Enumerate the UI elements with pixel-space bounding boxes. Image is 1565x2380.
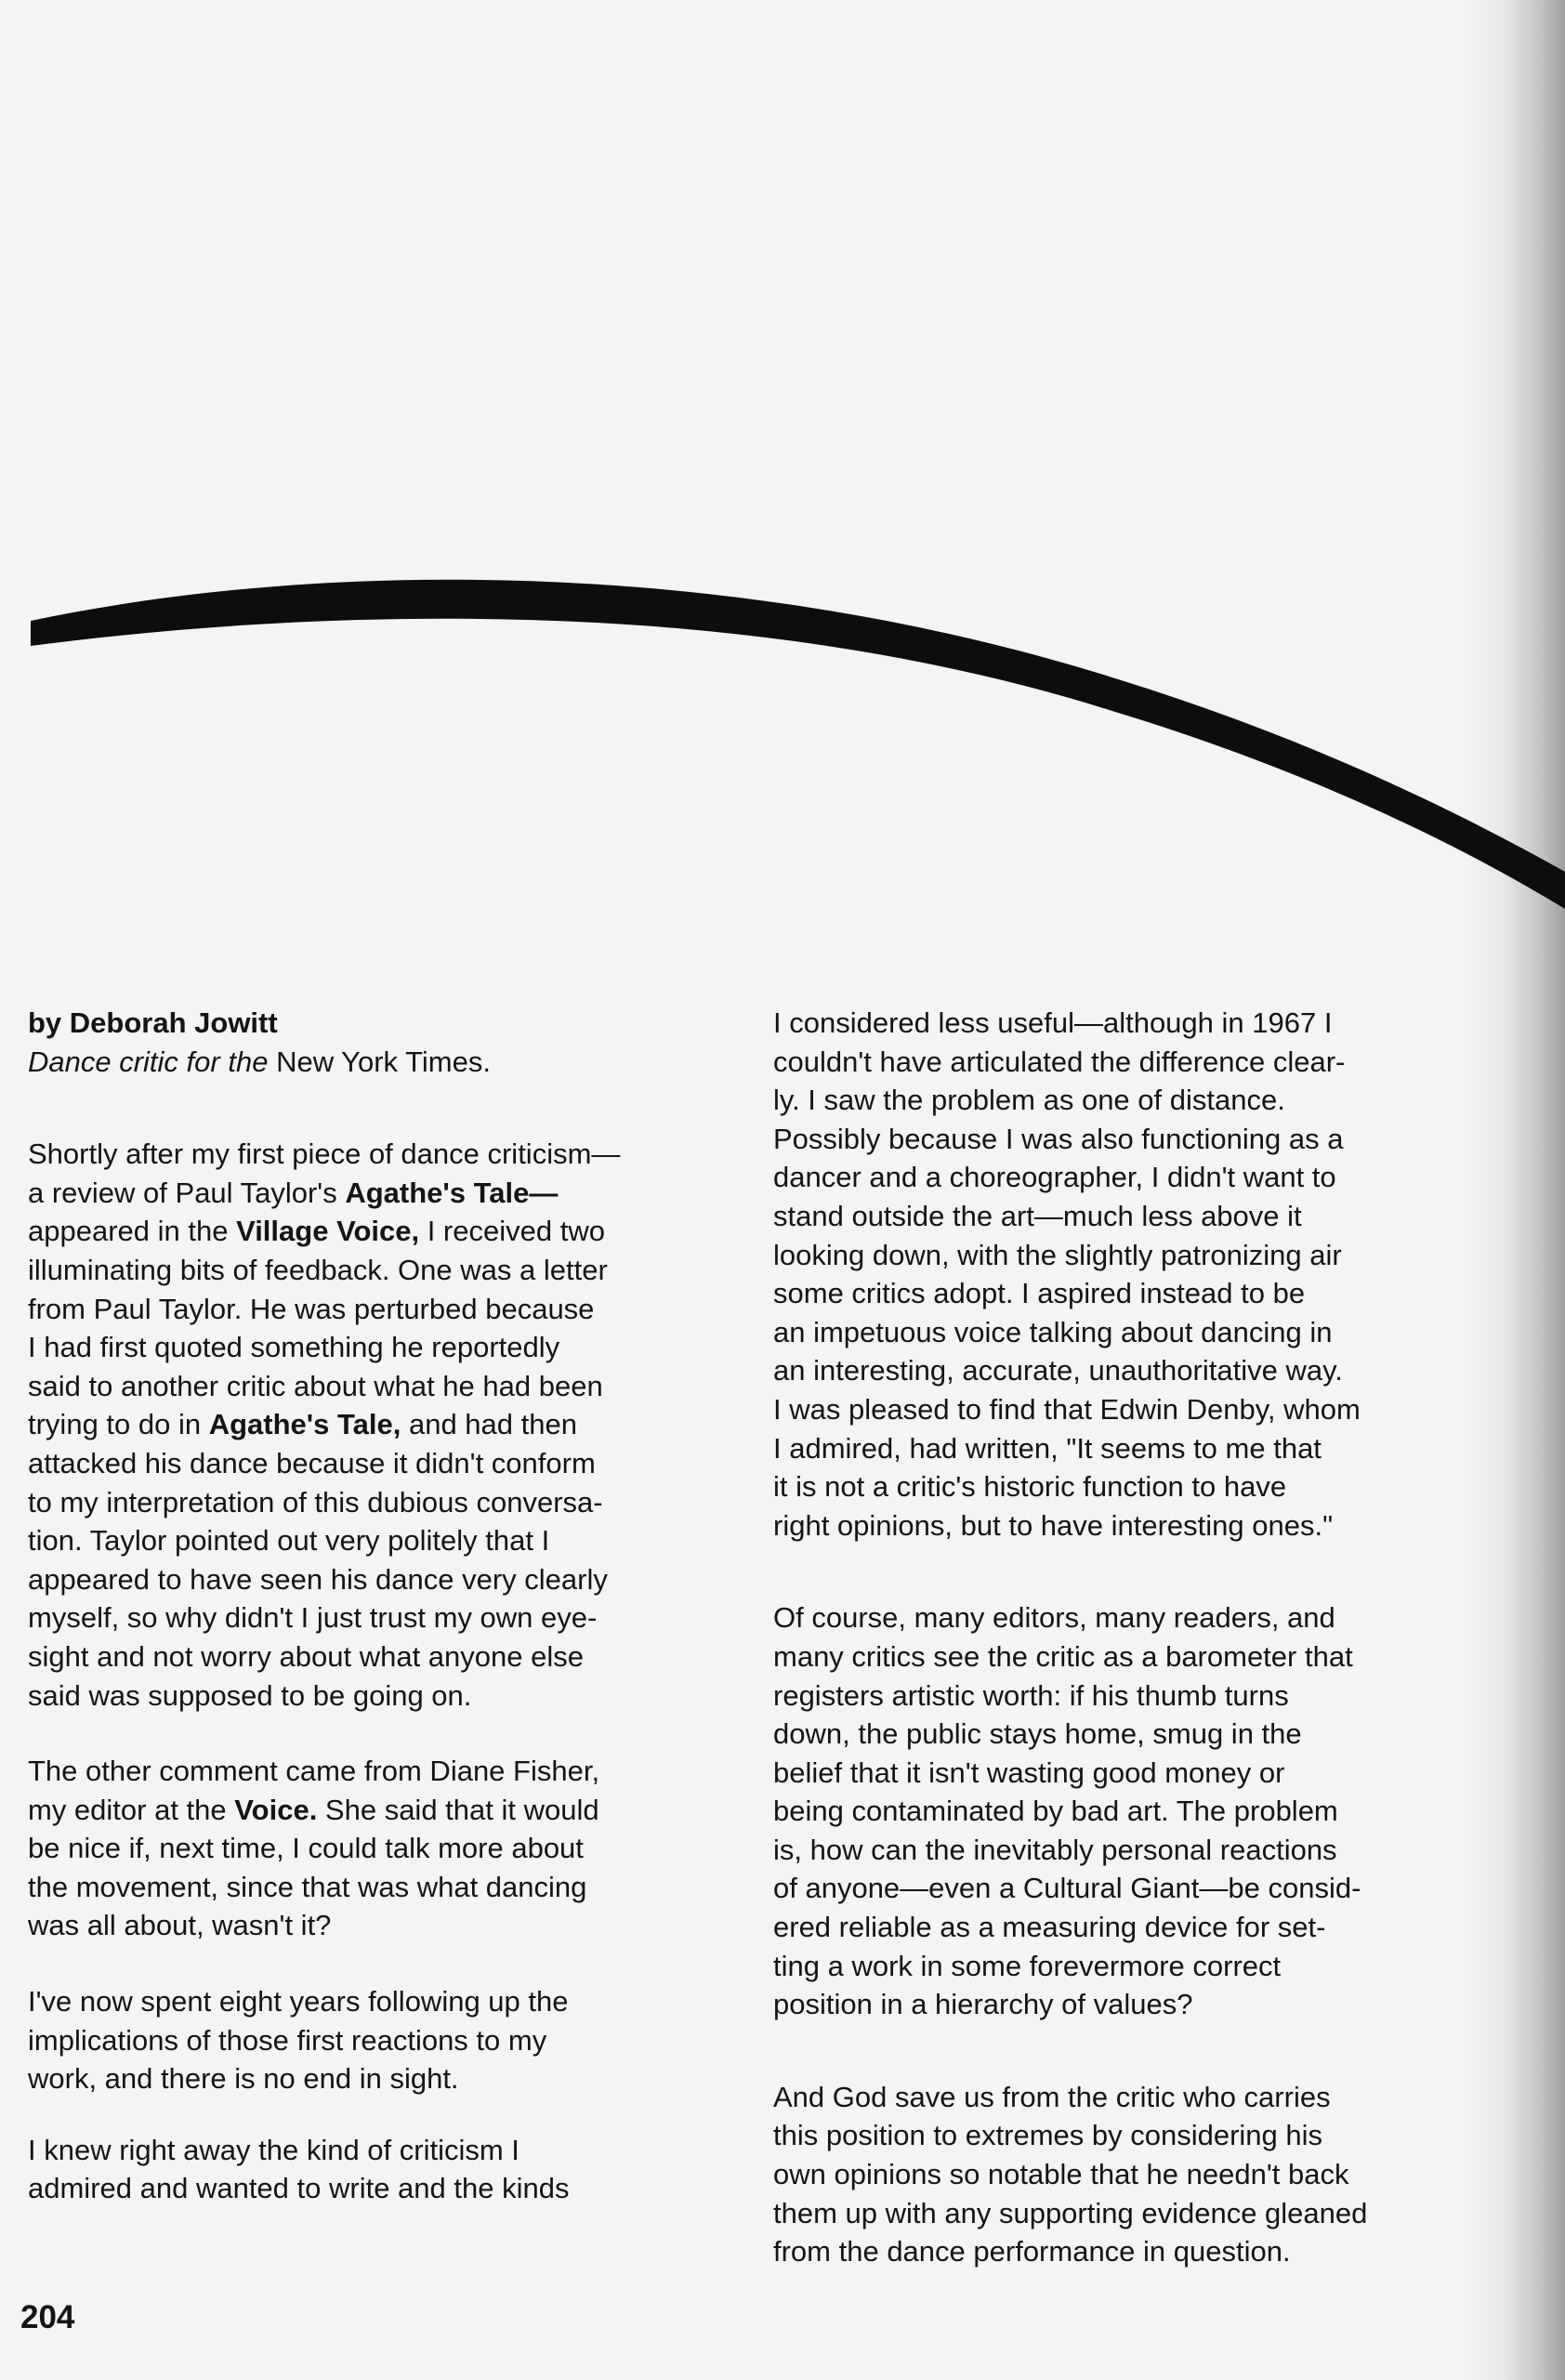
page-number: 204 xyxy=(20,2299,75,2335)
byline xyxy=(28,1004,734,1081)
paragraph: Shortly after my first piece of dance criticism— a review of Paul Taylor's Agathe's Tale— appeared in the Village Voice, I received two illuminating bits of feedback. One was a letter from Paul Taylor. He was perturbed because I had first quoted something he reportedly said to another critic about what he had been trying to do in Agathe's Tale, and had then attacked his dance because it didn't conform to my interpretation of this dubious conversa- tion. Taylor pointed out very politely that I appeared to have seen his dance very clearly myself, so why didn't I just trust my own eye- sight and not worry about what anyone else said was supposed to be going on. xyxy=(28,1137,621,1712)
paragraph: The other comment came from Diane Fisher, my editor at the Voice. She said that it would be nice if, next time, I could talk more about the movement, since that was what dancing was all about, wasn't it? xyxy=(28,1755,600,1942)
right-column xyxy=(773,1004,1480,2271)
author-name: by Deborah Jowitt xyxy=(28,1006,278,1039)
paragraph: I knew right away the kind of criticism I admired and wanted to write and the kinds xyxy=(28,2133,570,2205)
paragraph: I've now spent eight years following up the implications of those first reactions to my work, and there is no end in sight. xyxy=(28,1985,569,2096)
author-role: Dance critic for the New York Times. xyxy=(28,1045,491,1078)
decorative-swoosh xyxy=(0,0,1565,929)
paragraph: Of course, many editors, many readers, and many critics see the critic as a barometer that registers artistic worth: if his thumb turns down, the public stays home, smug in the belief that it isn't wasting good money or being contaminated by bad art. The problem is, how can the inevitably personal reactions of anyone—even a Cultural Giant—be consid- ered reliable as a measuring device for set- ting a work in some forevermore correct position in a hierarchy of values? xyxy=(773,1601,1361,2021)
paragraph: And God save us from the critic who carries this position to extremes by considering his own opinions so notable that he needn't back them up with any supporting evidence gleaned from the dance performance in question. xyxy=(773,2080,1368,2268)
left-column xyxy=(28,1004,734,2208)
swoosh-stroke xyxy=(31,580,1565,909)
paragraph: I considered less useful—although in 1967 I couldn't have articulated the difference clear- ly. I saw the problem as one of distance. Possibly because I was also functioning as a dancer and a choreographer, I didn't want to stand outside the art—much less above it looking down, with the slightly patronizing air some critics adopt. I aspired instead to be an impetuous voice talking about dancing in an interesting, accurate, unauthoritative way. I was pleased to find that Edwin Denby, whom I admired, had written, "It seems to me that it is not a critic's historic function to have right opinions, but to have interesting ones." xyxy=(773,1006,1361,1542)
